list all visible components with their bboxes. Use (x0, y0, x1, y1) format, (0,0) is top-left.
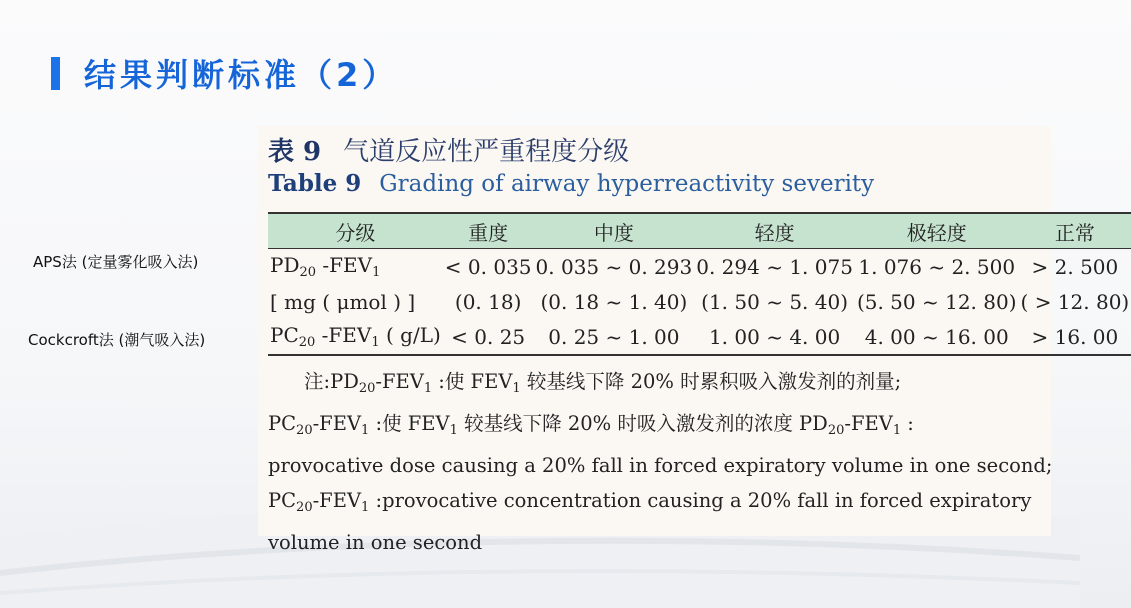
table-cell: 1. 076 ~ 2. 500 (858, 254, 1016, 279)
caption-cn-text: 气道反应性严重程度分级 (343, 137, 630, 167)
caption-en-text: Grading of airway hyperreactivity severity (379, 171, 875, 197)
header-cell: 重度 (443, 213, 534, 249)
side-label-cockcroft: Cockcroft法 (潮气吸入法) (28, 331, 206, 349)
grading-table (268, 212, 1131, 356)
table-cell: < 0. 035 (444, 254, 532, 279)
table-cell: 1. 00 ~ 4. 00 (694, 319, 855, 355)
side-label-aps: APS法 (定量雾化吸入法) (33, 253, 199, 271)
table-cell: ( > 12. 80) (1020, 289, 1130, 314)
row-label: $PD_{20}$ $-FEV_1$ (270, 253, 381, 280)
header-cell: 极轻度 (855, 213, 1019, 249)
header-cell: 中度 (534, 213, 695, 249)
table-cell: > 16. 00 (1019, 319, 1131, 355)
table-cell: 0. 25 ~ 1. 00 (534, 319, 695, 355)
table-cell: (5. 50 ~ 12. 80) (856, 289, 1017, 314)
header-cell: 正常 (1019, 213, 1131, 249)
table-row (268, 249, 1131, 285)
caption-cn-number: 表 9 (268, 137, 322, 167)
table-cell: < 0. 25 (443, 319, 534, 355)
note-line: $PC_{20}-FEV_1$ :provocative concentration causing a 20% fall in forced expiratory (268, 489, 1032, 515)
table-cell: > 2. 500 (1031, 254, 1119, 279)
note-line: 注$:PD_{20}-FEV_1$ :使 $FEV_1$ 较基线下降 20% 时累积吸入激发剂的剂量; (304, 370, 902, 396)
note-line: volume in one second (268, 531, 483, 554)
table-row (268, 284, 1131, 319)
row-label: [ mg ( μmol ) ] (270, 289, 416, 314)
caption-en (268, 170, 874, 197)
table-cell: 0. 035 ~ 0. 293 (535, 254, 693, 279)
row-label: $PC_{20}$ $-FEV_1$ ( g/L) (268, 319, 443, 355)
table-cell: 4. 00 ~ 16. 00 (855, 319, 1019, 355)
table-cell: (0. 18) (454, 289, 522, 314)
table-figure-image (258, 126, 1130, 554)
caption-en-number: Table 9 (268, 170, 362, 197)
table-cell: 0. 294 ~ 1. 075 (696, 254, 853, 279)
grading-table-wrapper (268, 212, 1130, 356)
caption-cn (268, 131, 629, 168)
table-header-row (268, 213, 1131, 249)
table-row (268, 319, 1131, 355)
slide-title: 结果判断标准（2） (84, 56, 399, 94)
table-cell: (0. 18 ~ 1. 40) (540, 289, 688, 314)
note-line: $PC_{20}-FEV_1$ :使 $FEV_1$ 较基线下降 20% 时吸入激发剂的浓度 $PD_{20}-FEV_1$ : (268, 412, 914, 438)
table-cell: (1. 50 ~ 5. 40) (701, 289, 849, 314)
header-cell: 分级 (268, 213, 443, 249)
header-cell: 轻度 (694, 213, 855, 249)
title-accent-bar (51, 57, 60, 90)
note-line: provocative dose causing a 20% fall in forced expiratory volume in one second; (268, 454, 1053, 477)
table-notes (268, 364, 1053, 560)
